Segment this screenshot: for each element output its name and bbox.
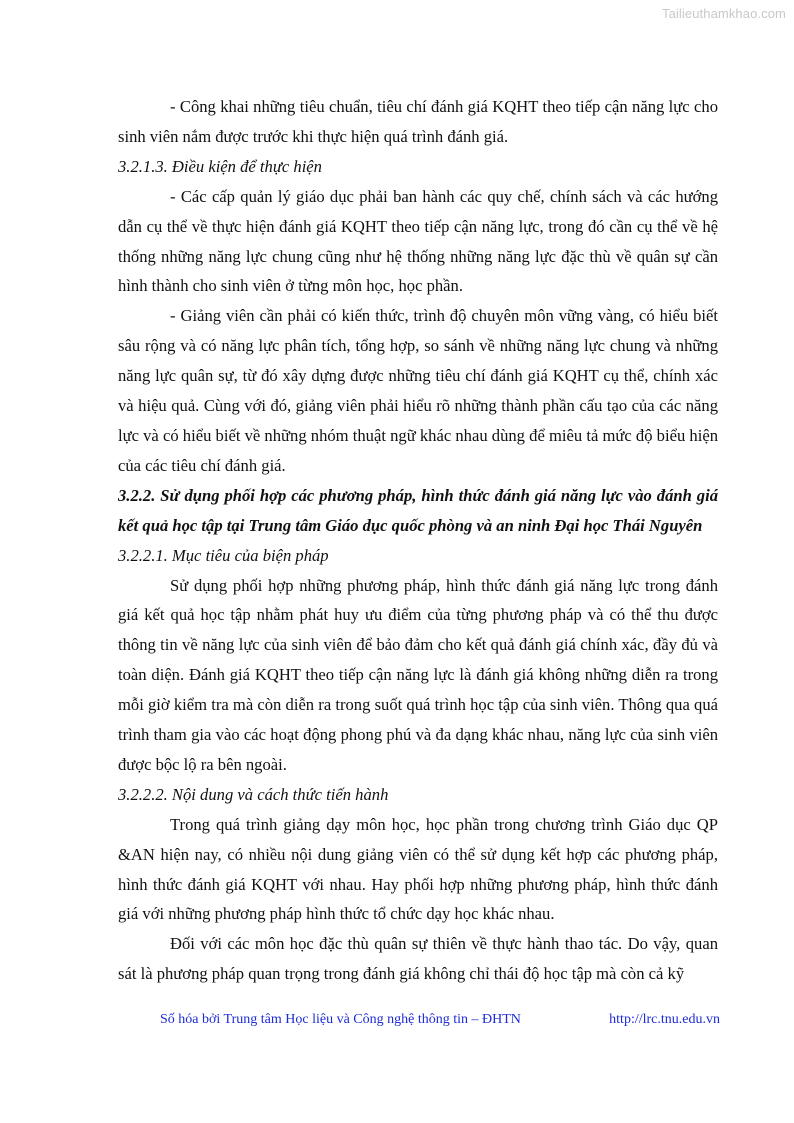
subsection-heading-3-2-2-2: 3.2.2.2. Nội dung và cách thức tiến hành (118, 784, 389, 804)
section-heading-3-2-2: 3.2.2. Sử dụng phối hợp các phương pháp, hình thức đánh giá năng lực vào đánh giá kết quả học tập tại Trung tâm Giáo dục quốc phòng và an ninh Đại học Thái Nguyên (118, 485, 718, 535)
subsection-heading-3-2-2-1: 3.2.2.1. Mục tiêu của biện pháp (118, 545, 329, 565)
paragraph-5: Trong quá trình giảng dạy môn học, học phần trong chương trình Giáo dục QP &AN hiện nay, có nhiều nội dung giảng viên có thể sử dụng kết hợp các phương pháp, hình thức đánh giá KQHT với nhau. Hay phối hợp những phương pháp, hình thức đánh giá với những phương pháp hình thức tổ chức dạy học khác nhau. (118, 814, 718, 924)
page-footer (160, 1012, 720, 1028)
footer-credit: Số hóa bởi Trung tâm Học liệu và Công nghệ thông tin – ĐHTN (160, 1012, 521, 1027)
paragraph-3: - Giảng viên cần phải có kiến thức, trình độ chuyên môn vững vàng, có hiểu biết sâu rộng và có năng lực phân tích, tổng hợp, so sánh về những năng lực chung và những năng lực quân sự, từ đó xây dựng được những tiêu chí đánh giá KQHT cụ thể, chính xác và hiệu quả. Cùng với đó, giảng viên phải hiểu rõ những thành phần cấu tạo của các năng lực và có hiểu biết về những nhóm thuật ngữ khác nhau dùng để miêu tả mức độ biểu hiện của các tiêu chí đánh giá. (118, 306, 718, 475)
paragraph-6: Đối với các môn học đặc thù quân sự thiên về thực hành thao tác. Do vậy, quan sát là phương pháp quan trọng trong đánh giá không chỉ thái độ học tập mà còn cả kỹ (118, 934, 718, 984)
document-body (118, 92, 718, 989)
subsection-heading-3-2-1-3: 3.2.1.3. Điều kiện để thực hiện (118, 156, 322, 176)
paragraph-4: Sử dụng phối hợp những phương pháp, hình thức đánh giá năng lực trong đánh giá kết quả học tập nhằm phát huy ưu điểm của từng phương pháp và có thể thu được thông tin về năng lực của sinh viên để bảo đảm cho kết quả đánh giá chính xác, đầy đủ và toàn diện. Đánh giá KQHT theo tiếp cận năng lực là đánh giá không những diễn ra trong mỗi giờ kiểm tra mà còn diễn ra trong suốt quá trình học tập của sinh viên. Thông qua quá trình tham gia vào các hoạt động phong phú và đa dạng khác nhau, năng lực của sinh viên được bộc lộ ra bên ngoài. (118, 575, 718, 774)
paragraph-2: - Các cấp quản lý giáo dục phải ban hành các quy chế, chính sách và các hướng dẫn cụ thể về thực hiện đánh giá KQHT theo tiếp cận năng lực, trong đó cần cụ thể về hệ thống những năng lực chung cũng như hệ thống những năng lực đặc thù về quân sự cần hình thành cho sinh viên ở từng môn học, học phần. (118, 186, 718, 296)
watermark: Tailieuthamkhao.com (661, 6, 786, 21)
footer-url-link[interactable]: http://lrc.tnu.edu.vn (609, 1012, 720, 1027)
paragraph-1: - Công khai những tiêu chuẩn, tiêu chí đánh giá KQHT theo tiếp cận năng lực cho sinh viên nắm được trước khi thực hiện quá trình đánh giá. (118, 97, 718, 146)
